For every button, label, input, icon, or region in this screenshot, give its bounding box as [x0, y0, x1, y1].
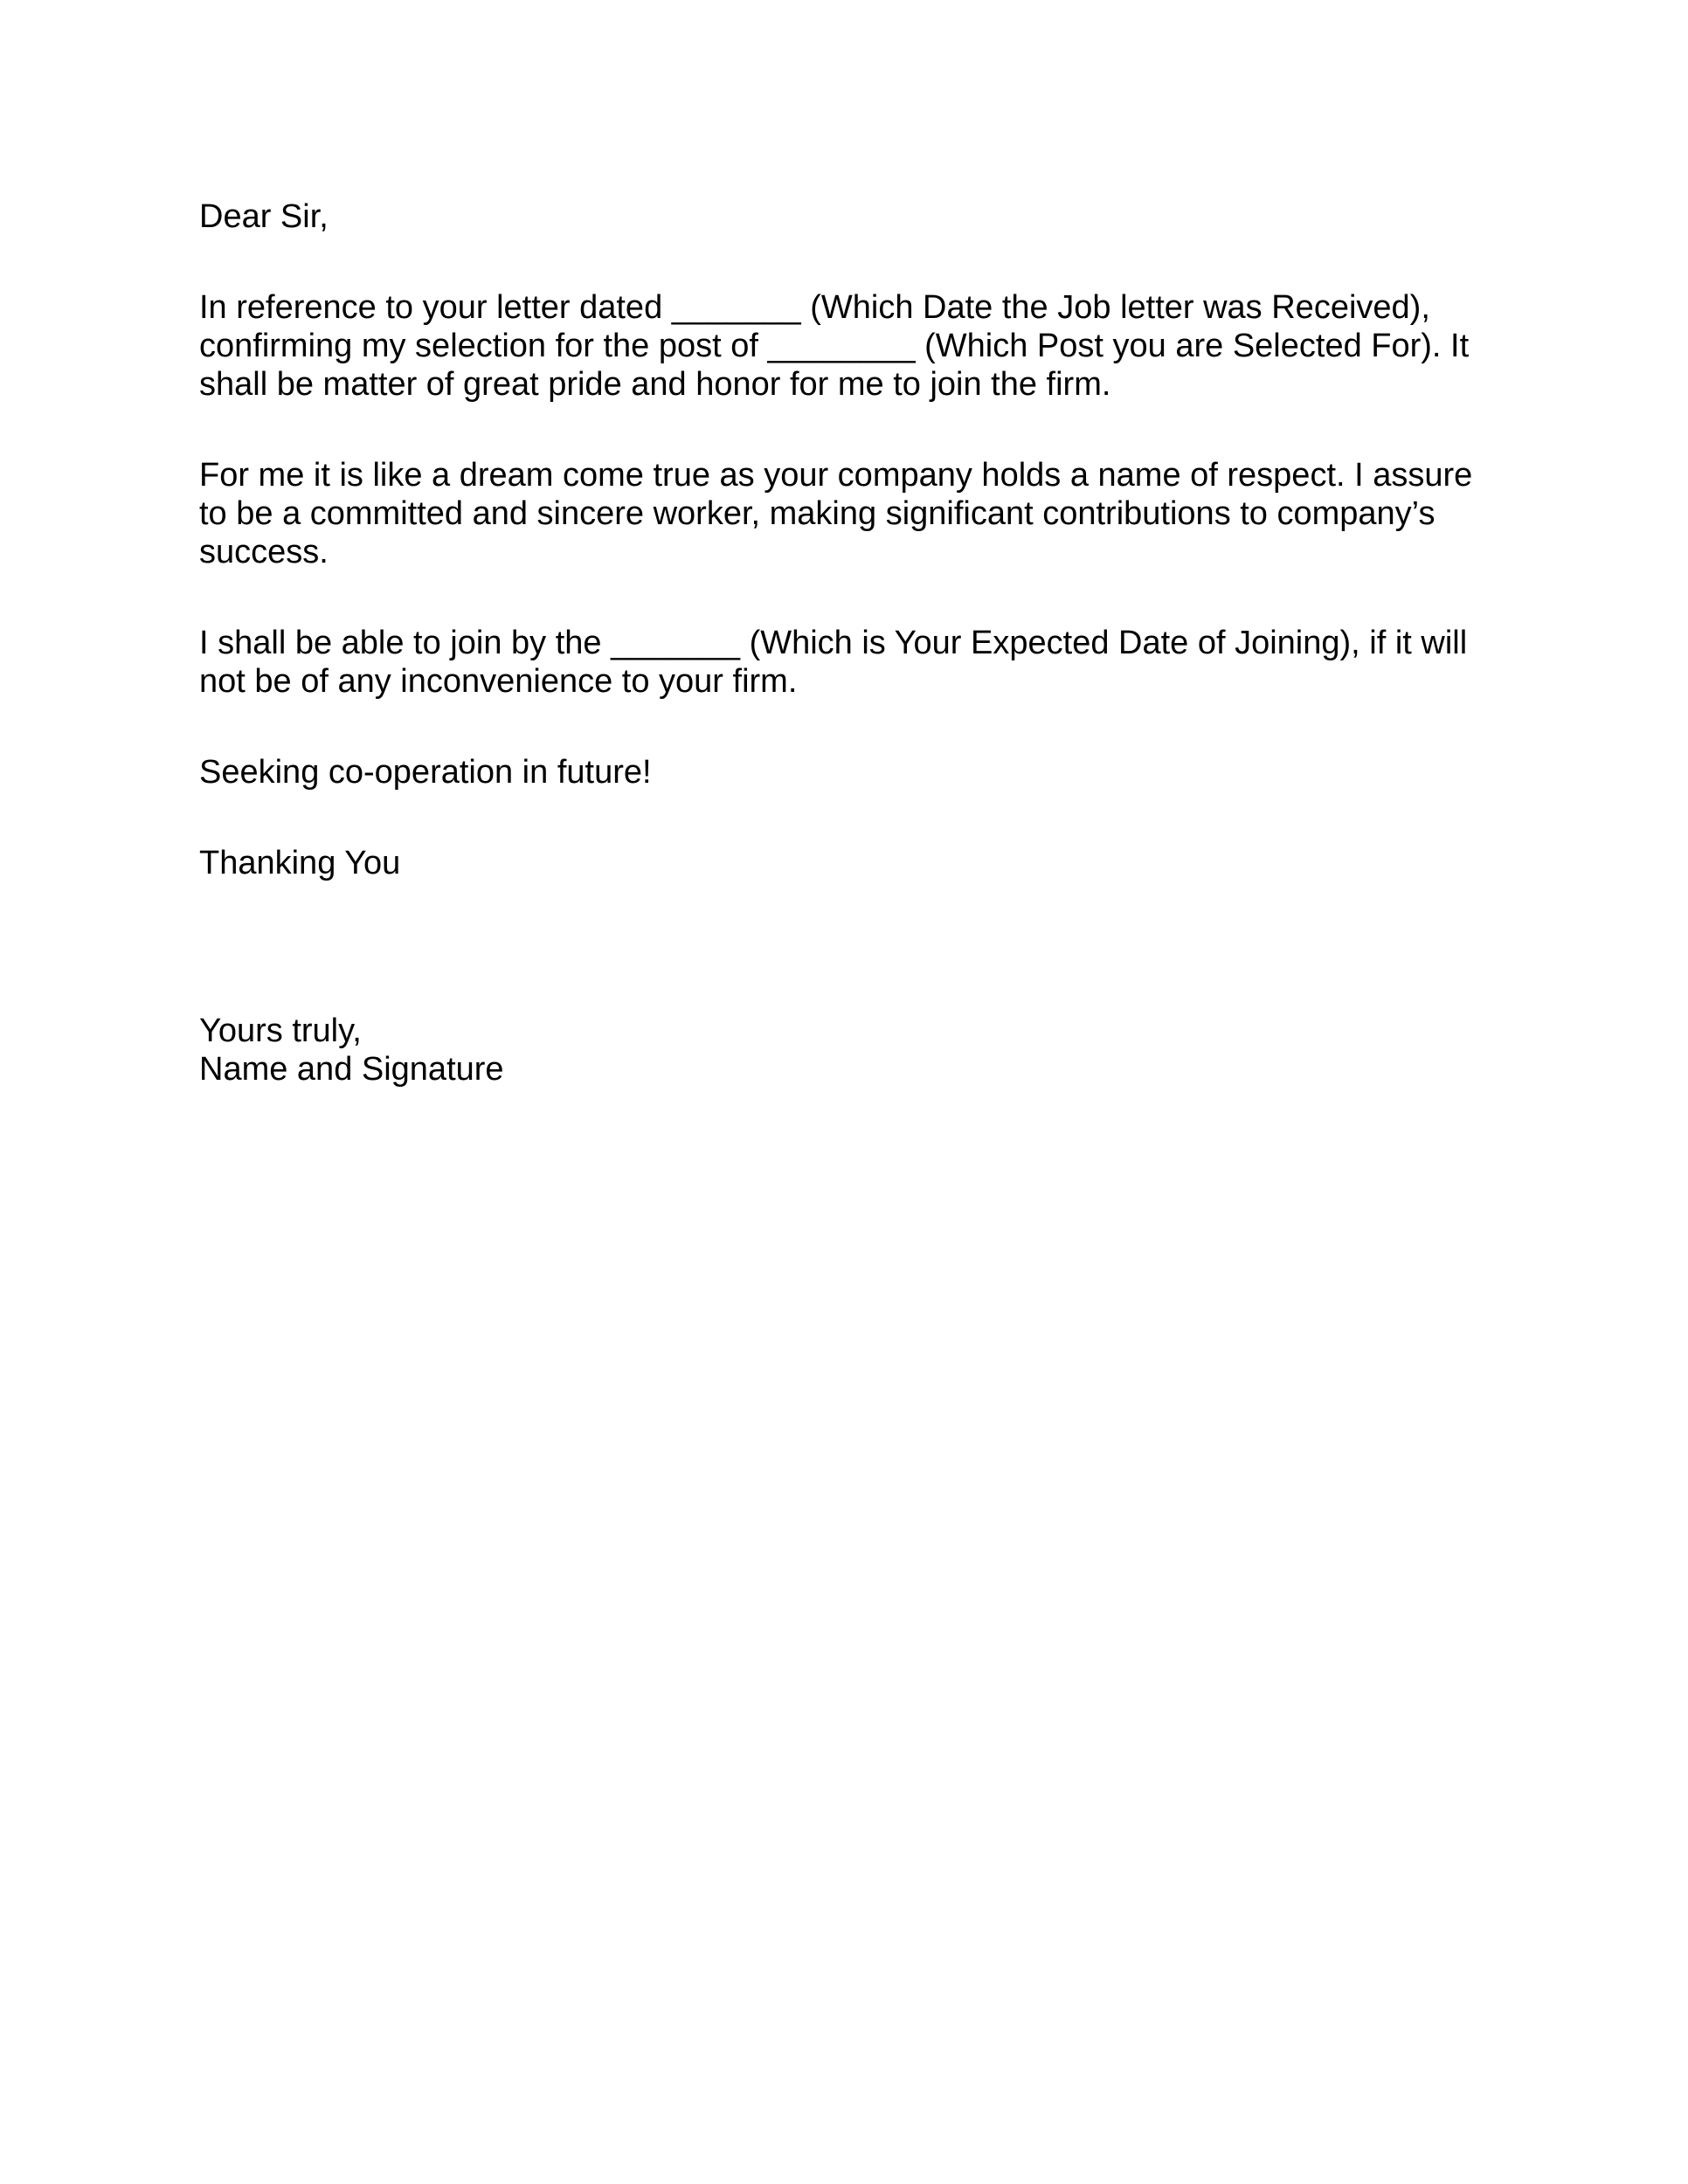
closing-cooperation: Seeking co-operation in future! [199, 754, 652, 791]
paragraph-commitment: For me it is like a dream come true as your company holds a name of respect. I assure to be a committed and sincere worker, making significant contributions to company’s success. [199, 457, 1473, 570]
paragraph-joining-date: I shall be able to join by the _______ (Which is Your Expected Date of Joining), if it will not be of any inconvenience to your firm. [199, 625, 1468, 700]
sign-off: Yours truly, [199, 1013, 362, 1049]
signature-line: Name and Signature [199, 1051, 504, 1088]
paragraph-reference: In reference to your letter dated _______ (Which Date the Job letter was Received), confirming my selection for the post of ________ (Which Post you are Selected For). It shall be matter of great pride and honor for me to join the firm. [199, 289, 1470, 403]
closing-thanks: Thanking You [199, 845, 401, 881]
salutation: Dear Sir, [199, 198, 329, 235]
letter-body [199, 197, 1510, 1089]
